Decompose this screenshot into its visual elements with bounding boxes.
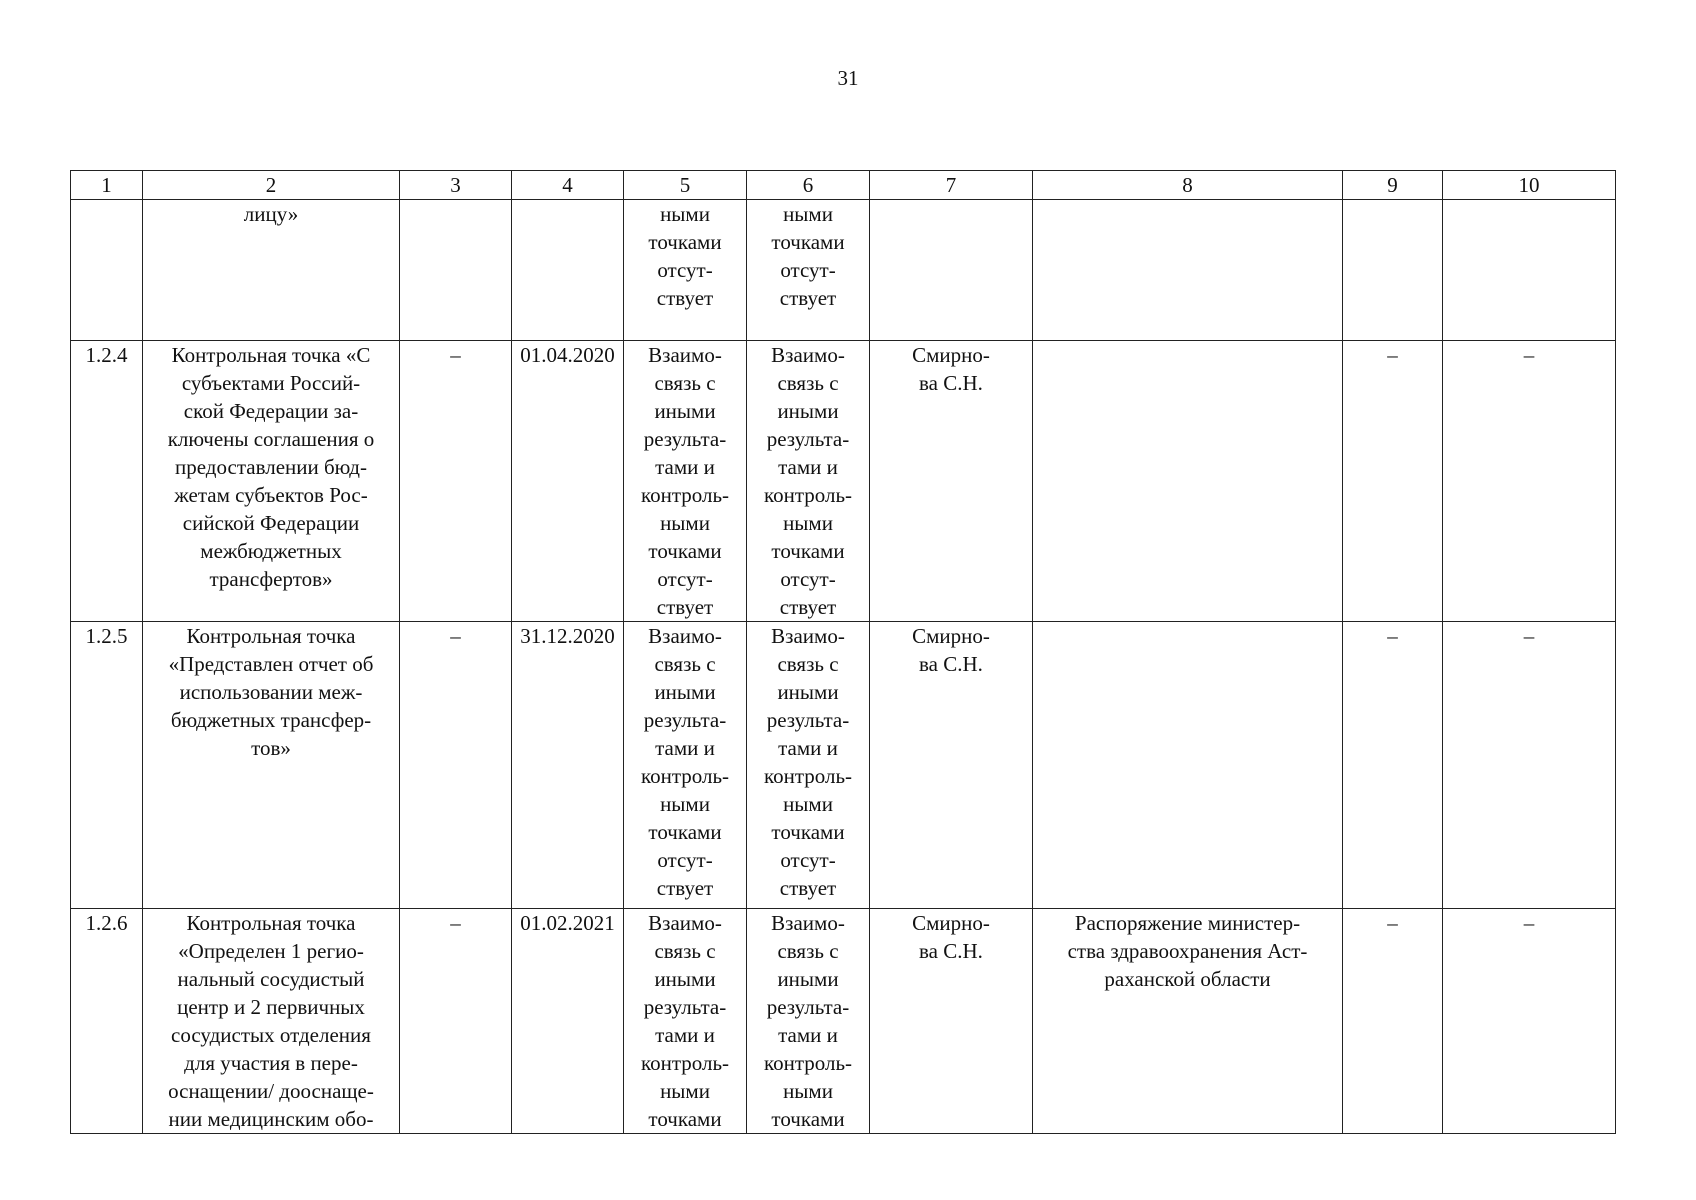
header-cell-8: 8 xyxy=(1033,171,1343,200)
cell-col10 xyxy=(1443,200,1616,341)
document-cell xyxy=(1033,341,1343,622)
control-points-table xyxy=(70,170,1616,1134)
control-point-name-cell: Контрольная точка «Определен 1 регио- нальный сосудистый центр и 2 первичных сосудистых отделения для участия в пере- оснащении/ дооснаще- нии медицинским обо- xyxy=(143,909,400,1134)
cell-col3: – xyxy=(400,622,512,909)
cell-col10: – xyxy=(1443,622,1616,909)
cell-col10: – xyxy=(1443,341,1616,622)
relation-cell-col6: Взаимо- связь с иными результа- тами и контроль- ными точками отсут- ствует xyxy=(747,622,870,909)
relation-cell-col5: ными точками отсут- ствует xyxy=(624,200,747,341)
date-cell xyxy=(512,200,624,341)
table-row xyxy=(71,909,1616,1134)
control-point-name-cell: Контрольная точка «Представлен отчет об использовании меж- бюджетных трансфер- тов» xyxy=(143,622,400,909)
responsible-cell: Смирно- ва С.Н. xyxy=(870,622,1033,909)
responsible-cell: Смирно- ва С.Н. xyxy=(870,341,1033,622)
relation-cell-col6: Взаимо- связь с иными результа- тами и контроль- ными точками xyxy=(747,909,870,1134)
header-cell-5: 5 xyxy=(624,171,747,200)
page-number: 31 xyxy=(837,66,859,90)
header-cell-7: 7 xyxy=(870,171,1033,200)
cell-col9: – xyxy=(1343,909,1443,1134)
row-number-cell: 1.2.4 xyxy=(71,341,143,622)
header-cell-6: 6 xyxy=(747,171,870,200)
date-cell: 01.02.2021 xyxy=(512,909,624,1134)
relation-cell-col6: ными точками отсут- ствует xyxy=(747,200,870,341)
cell-col9: – xyxy=(1343,622,1443,909)
row-number-cell: 1.2.6 xyxy=(71,909,143,1134)
row-number-cell: 1.2.5 xyxy=(71,622,143,909)
relation-cell-col5: Взаимо- связь с иными результа- тами и контроль- ными точками xyxy=(624,909,747,1134)
date-cell: 01.04.2020 xyxy=(512,341,624,622)
header-row xyxy=(71,171,1616,200)
relation-cell-col5: Взаимо- связь с иными результа- тами и контроль- ными точками отсут- ствует xyxy=(624,341,747,622)
document-cell xyxy=(1033,622,1343,909)
row-number-cell xyxy=(71,200,143,341)
header-cell-10: 10 xyxy=(1443,171,1616,200)
table-row xyxy=(71,200,1616,341)
header-cell-2: 2 xyxy=(143,171,400,200)
table-row xyxy=(71,622,1616,909)
document-cell: Распоряжение министер- ства здравоохранения Аст- раханской области xyxy=(1033,909,1343,1134)
document-cell xyxy=(1033,200,1343,341)
control-point-name-cell: Контрольная точка «С субъектами Россий- ской Федерации за- ключены соглашения о предоставлении бюд- жетам субъектов Рос- сийской Федерации межбюджетных трансфертов» xyxy=(143,341,400,622)
responsible-cell: Смирно- ва С.Н. xyxy=(870,909,1033,1134)
header-cell-3: 3 xyxy=(400,171,512,200)
cell-col3 xyxy=(400,200,512,341)
relation-cell-col5: Взаимо- связь с иными результа- тами и контроль- ными точками отсут- ствует xyxy=(624,622,747,909)
header-cell-9: 9 xyxy=(1343,171,1443,200)
cell-col3: – xyxy=(400,909,512,1134)
responsible-cell xyxy=(870,200,1033,341)
cell-col9: – xyxy=(1343,341,1443,622)
table-row xyxy=(71,341,1616,622)
cell-col3: – xyxy=(400,341,512,622)
control-point-name-cell: лицу» xyxy=(143,200,400,341)
header-cell-1: 1 xyxy=(71,171,143,200)
header-cell-4: 4 xyxy=(512,171,624,200)
cell-col9 xyxy=(1343,200,1443,341)
relation-cell-col6: Взаимо- связь с иными результа- тами и контроль- ными точками отсут- ствует xyxy=(747,341,870,622)
date-cell: 31.12.2020 xyxy=(512,622,624,909)
cell-col10: – xyxy=(1443,909,1616,1134)
